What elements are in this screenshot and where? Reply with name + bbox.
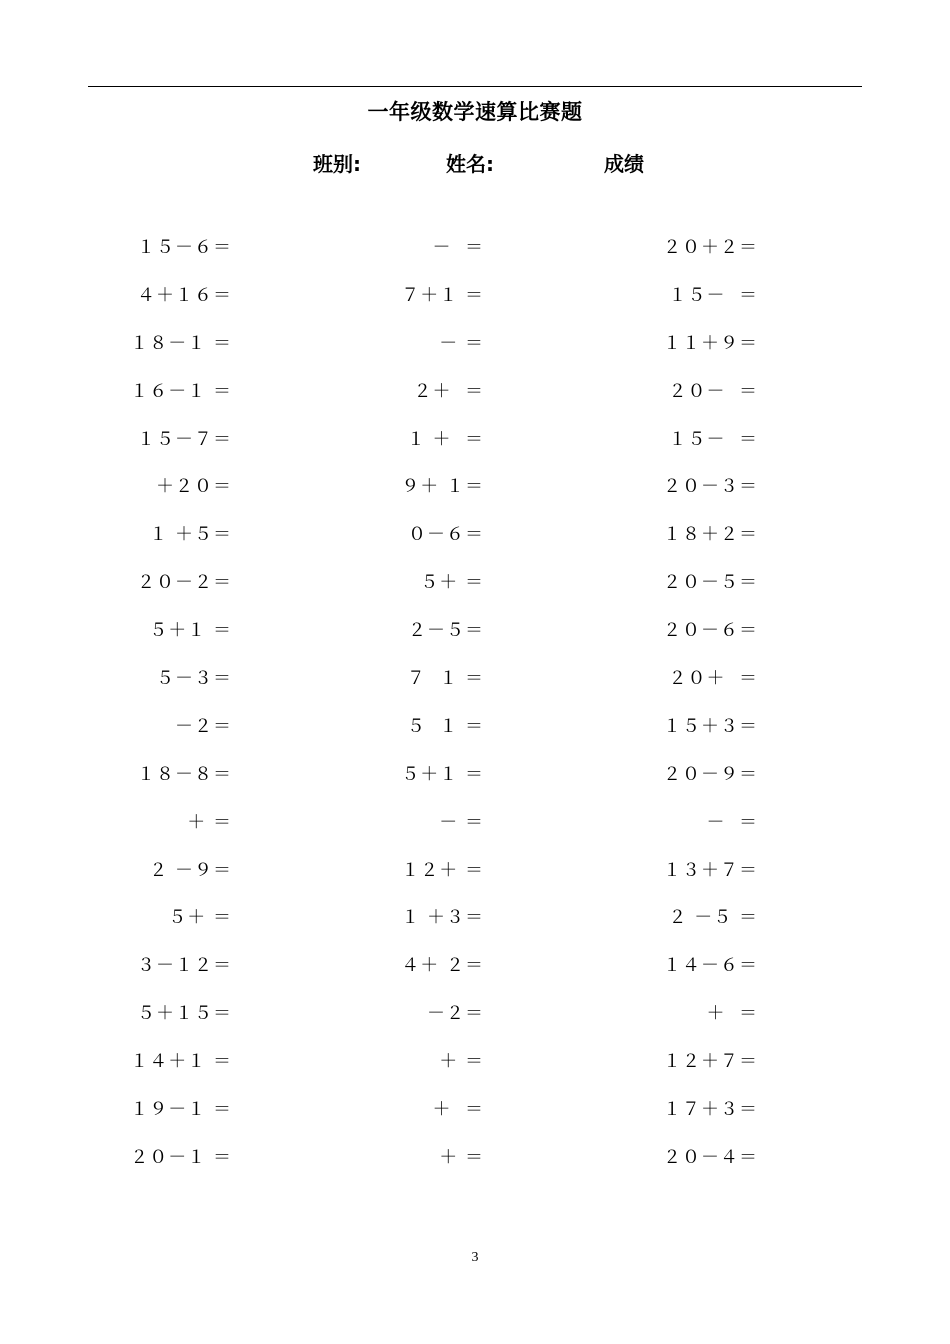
- math-problem: １ ＋３＝: [401, 907, 484, 929]
- math-problem: １８＋２＝: [663, 524, 758, 546]
- math-problem: －２＝: [175, 715, 232, 737]
- math-problem: ＋ ＝: [439, 1051, 484, 1073]
- class-label: 班别:: [313, 152, 361, 176]
- math-problem: １６－１ ＝: [130, 380, 232, 402]
- math-problem: ７ １ ＝: [406, 668, 484, 690]
- math-problem: ＋ ＝: [439, 1146, 484, 1168]
- math-problem: ０－６＝: [408, 524, 484, 546]
- math-problem: ２０－４＝: [663, 1146, 758, 1168]
- math-problem: － ＝: [706, 811, 758, 833]
- math-problem: ２０－１ ＝: [130, 1146, 232, 1168]
- math-problem: ２０＋２＝: [663, 237, 758, 258]
- math-problem: ５ １ ＝: [406, 715, 484, 737]
- page-title: 一年级数学速算比赛题: [367, 100, 583, 124]
- math-problem: ２ －５ ＝: [668, 907, 758, 929]
- math-problem: １２＋７＝: [663, 1051, 758, 1073]
- math-problem: １５－７＝: [137, 428, 232, 450]
- math-problem: ＋ ＝: [187, 811, 232, 833]
- math-problem: ５＋１５＝: [137, 1003, 232, 1025]
- math-problem: ２ －９＝: [149, 859, 232, 881]
- math-problem: ５－３＝: [156, 668, 232, 690]
- math-problem: ２０－６＝: [663, 620, 758, 642]
- math-problem: １ ＋５＝: [149, 524, 232, 546]
- problem-column-1: [32, 232, 232, 1190]
- math-problem: ＋２０＝: [156, 476, 232, 498]
- math-problem: － ＝: [432, 237, 484, 258]
- math-problem: １９－１ ＝: [130, 1099, 232, 1121]
- problem-column-2: [284, 232, 484, 1190]
- header-rule: [88, 86, 862, 87]
- math-problem: １８－８＝: [137, 763, 232, 785]
- math-problem: １５＋３＝: [663, 715, 758, 737]
- math-problem: １５－６＝: [137, 237, 232, 258]
- math-problem: ５＋ ＝: [168, 907, 232, 929]
- math-problem: ９＋ １＝: [401, 476, 484, 498]
- math-problem: ２０－５＝: [663, 572, 758, 594]
- math-problem: １ ＋ ＝: [406, 428, 484, 450]
- math-problem: ２０－ ＝: [668, 380, 758, 402]
- math-problem: ４＋１６＝: [137, 284, 232, 306]
- math-problem: ３－１２＝: [137, 955, 232, 977]
- math-problem: ２０－３＝: [663, 476, 758, 498]
- score-label: 成绩: [604, 152, 644, 176]
- math-problem: ＋ ＝: [432, 1099, 484, 1121]
- math-problem: ２－５＝: [408, 620, 484, 642]
- math-problem: － ＝: [439, 332, 484, 354]
- math-problem: － ＝: [439, 811, 484, 833]
- math-problem: １４＋１ ＝: [130, 1051, 232, 1073]
- math-problem: －２＝: [427, 1003, 484, 1025]
- math-problem: ２０－９＝: [663, 763, 758, 785]
- math-problem: ＋ ＝: [706, 1003, 758, 1025]
- math-problem: ５＋１ ＝: [149, 620, 232, 642]
- math-problem: １５－ ＝: [668, 284, 758, 306]
- page-number: 3: [471, 1250, 479, 1265]
- math-problem: ２０＋ ＝: [668, 668, 758, 690]
- math-problem: １１＋９＝: [663, 332, 758, 354]
- math-problem: １７＋３＝: [663, 1099, 758, 1121]
- math-problem: ４＋ ２＝: [401, 955, 484, 977]
- math-problem: ７＋１ ＝: [401, 284, 484, 306]
- math-problem: ２＋ ＝: [413, 380, 484, 402]
- problem-column-3: [558, 232, 758, 1190]
- math-problem: １４－６＝: [663, 955, 758, 977]
- math-problem: １８－１ ＝: [130, 332, 232, 354]
- math-problem: ５＋ ＝: [420, 572, 484, 594]
- math-problem: １３＋７＝: [663, 859, 758, 881]
- math-problem: ２０－２＝: [137, 572, 232, 594]
- name-label: 姓名:: [446, 152, 494, 176]
- math-problem: １５－ ＝: [668, 428, 758, 450]
- math-problem: １２＋ ＝: [401, 859, 484, 881]
- math-problem: ５＋１ ＝: [401, 763, 484, 785]
